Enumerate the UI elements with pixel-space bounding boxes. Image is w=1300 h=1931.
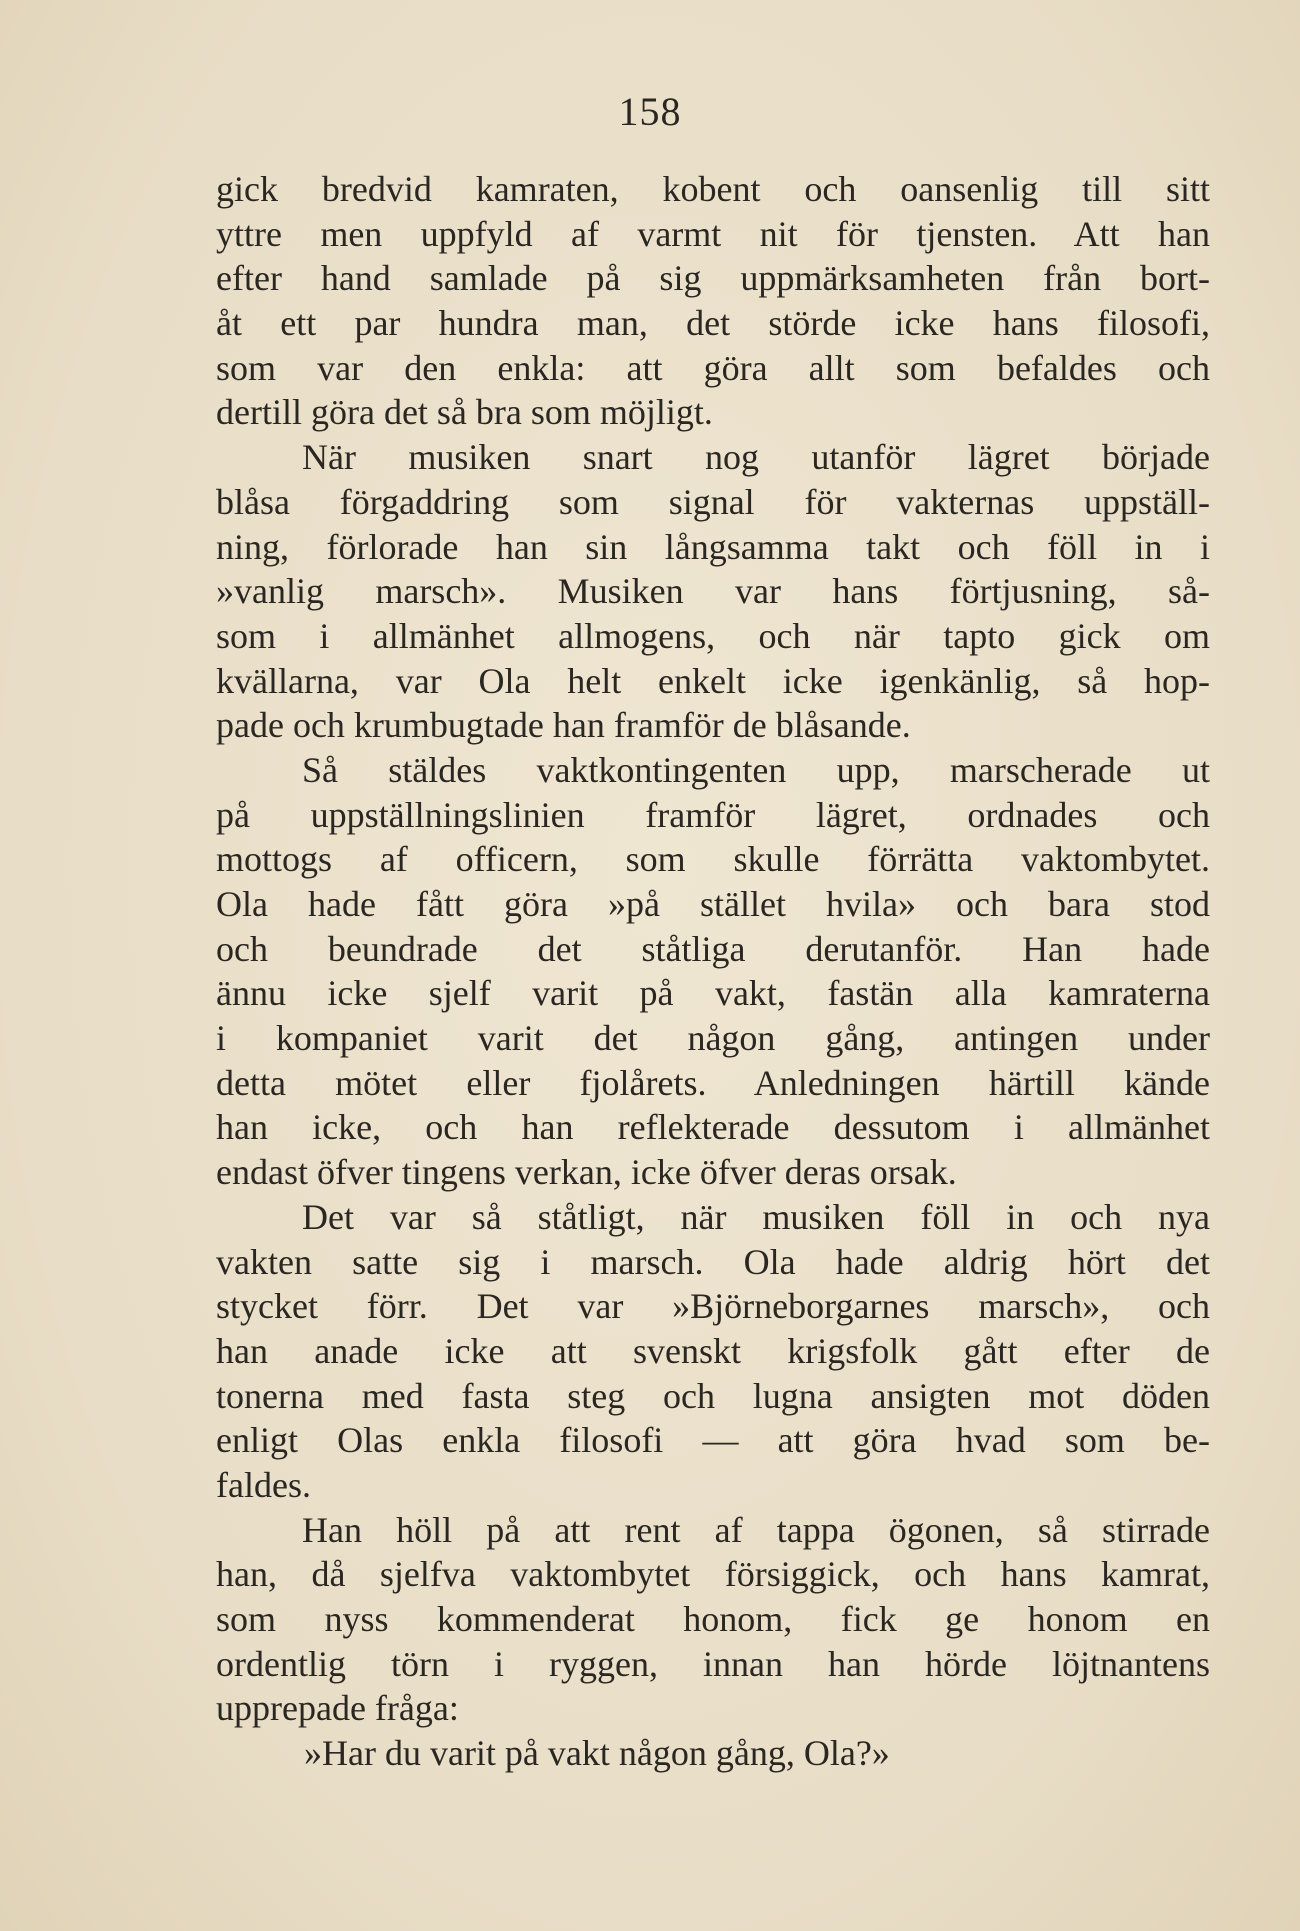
text-line: gick bredvid kamraten, kobent och oansenlig till sitt (216, 169, 1210, 209)
text-line: åt ett par hundra man, det störde icke hans filosofi, (216, 303, 1210, 344)
text-line: stycket förr. Det var »Björneborgarnes marsch», och (216, 1286, 1210, 1327)
text-line: tonerna med fasta steg och lugna ansigten mot döden (216, 1375, 1210, 1416)
text-line: dertill göra det så bra som möjligt. (216, 392, 713, 433)
text-line: faldes. (216, 1464, 311, 1505)
text-line: »vanlig marsch». Musiken var hans förtjusning, så- (216, 571, 1210, 612)
text-line: Det var så ståtligt, när musiken föll in och nya (302, 1196, 1210, 1237)
text-line: i kompaniet varit det någon gång, antingen under (216, 1018, 1210, 1059)
text-line: ning, förlorade han sin långsamma takt och föll in i (216, 526, 1210, 567)
text-line: på uppställningslinien framför lägret, ordnades och (216, 794, 1210, 835)
text-line: Så stäldes vaktkontingenten upp, marscherade ut (302, 749, 1210, 790)
text-line: vakten satte sig i marsch. Ola hade aldrig hört det (216, 1241, 1210, 1282)
text-line: ännu icke sjelf varit på vakt, fastän alla kamraterna (216, 973, 1210, 1014)
text-line: efter hand samlade på sig uppmärksamheten från bort- (216, 258, 1210, 299)
text-line: som i allmänhet allmogens, och när tapto gick om (216, 615, 1210, 656)
text-line: han icke, och han reflekterade dessutom i allmänhet (216, 1107, 1210, 1148)
text-line: endast öfver tingens verkan, icke öfver deras orsak. (216, 1152, 957, 1193)
text-line: Han höll på att rent af tappa ögonen, så stirrade (302, 1509, 1210, 1550)
text-line: pade och krumbugtade han framför de blåsande. (216, 705, 911, 746)
text-line: detta mötet eller fjolårets. Anledningen härtill kände (216, 1062, 1210, 1103)
text-line: ordentlig törn i ryggen, innan han hörde löjtnantens (216, 1643, 1210, 1684)
text-line: mottogs af officern, som skulle förrätta vaktombytet. (216, 839, 1210, 880)
text-line: han anade icke att svenskt krigsfolk gått efter de (216, 1330, 1210, 1371)
text-line: »Har du varit på vakt någon gång, Ola?» (304, 1733, 890, 1774)
body-text (216, 167, 1210, 1776)
text-line: blåsa förgaddring som signal för vakternas uppställ- (216, 481, 1210, 522)
text-line: han, då sjelfva vaktombytet försiggick, och hans kamrat, (216, 1554, 1210, 1595)
text-line: yttre men uppfyld af varmt nit för tjensten. Att han (216, 213, 1210, 254)
page-number: 158 (618, 89, 682, 134)
text-line: enligt Olas enkla filosofi — att göra hvad som be- (216, 1420, 1210, 1461)
text-line: som var den enkla: att göra allt som befaldes och (216, 347, 1210, 388)
text-line: upprepade fråga: (216, 1688, 459, 1729)
text-line: kvällarna, var Ola helt enkelt icke igenkänlig, så hop- (216, 660, 1210, 701)
text-line: Ola hade fått göra »på stället hvila» och bara stod (216, 884, 1210, 924)
text-line: och beundrade det ståtliga derutanför. Han hade (216, 928, 1210, 969)
text-line: När musiken snart nog utanför lägret började (302, 437, 1210, 478)
text-line: som nyss kommenderat honom, fick ge honom en (216, 1599, 1210, 1639)
